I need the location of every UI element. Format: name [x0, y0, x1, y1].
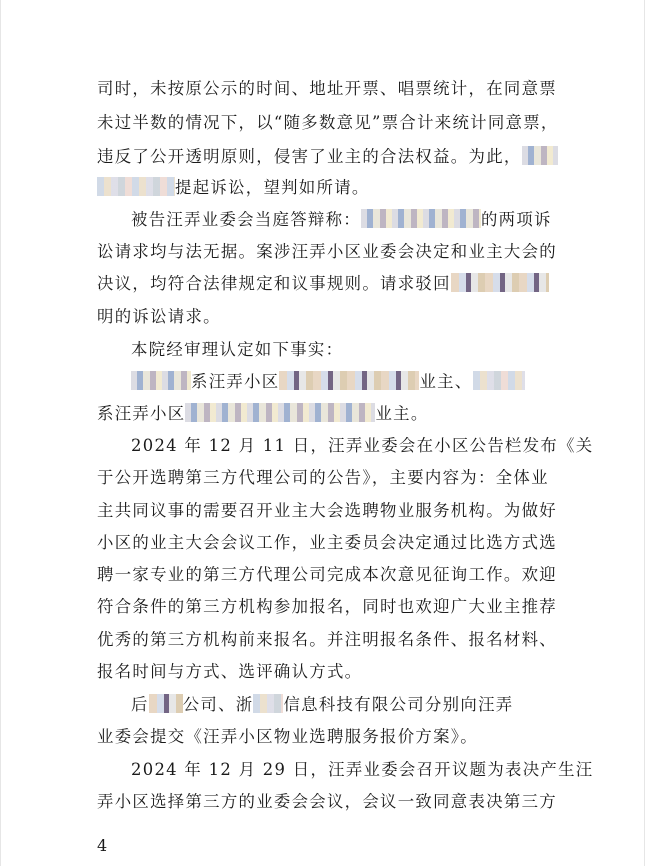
text-line: 于公开选聘第三方代理公司的公告》，主要内容为：全体业 [97, 468, 549, 487]
text-fragment: 提起诉讼，望判如所请。 [175, 178, 370, 197]
text-fragment: 后 [131, 695, 149, 714]
text-line [97, 145, 558, 169]
redaction-block [253, 694, 283, 713]
text-line [131, 693, 513, 717]
text-line: 符合条件的第三方机构参加报名，同时也欢迎广大业主推荐 [97, 597, 557, 616]
redaction-block [149, 694, 183, 713]
text-line [97, 176, 370, 200]
text-line: 主共同议事的需要召开业主大会选聘物业服务机构。为做好 [97, 501, 557, 520]
text-fragment: 公司、浙 [182, 695, 254, 714]
text-line: 未过半数的情况下，以“随多数意见”票合计来统计同意票， [97, 113, 559, 132]
text-fragment: 的两项诉 [480, 210, 552, 229]
text-line: 明的诉讼请求。 [97, 307, 221, 326]
redaction-block [131, 371, 191, 390]
redaction-block [279, 371, 419, 390]
redaction-block [97, 177, 175, 196]
text-fragment: 违反了公开透明原则，侵害了业主的合法权益。为此， [97, 147, 522, 166]
text-line: 小区的业主大会会议工作，业主委员会决定通过比选方式选 [97, 533, 557, 552]
text-fragment: 系汪弄小区 [97, 404, 186, 423]
text-line: 2024 年 12 月 29 日，汪弄业委会召开议题为表决产生汪 [131, 760, 594, 779]
text-line: 业委会提交《汪弄小区物业选聘服务报价方案》。 [97, 727, 478, 746]
text-line: 2024 年 12 月 11 日，汪弄业委会在小区公告栏发布《关 [131, 436, 594, 455]
redaction-block [451, 273, 549, 292]
text-fragment: 信息科技有限公司分别向汪弄 [283, 695, 514, 714]
redaction-block [473, 371, 525, 390]
text-line: 优秀的第三方机构前来报名。并注明报名条件、报名材料、 [97, 630, 557, 649]
text-line [97, 272, 549, 296]
text-fragment: 被告汪弄业委会当庭答辩称： [131, 210, 361, 229]
text-line: 弄小区选择第三方的业委会会议，会议一致同意表决第三方 [97, 792, 557, 811]
text-line: 报名时间与方式、选评确认方式。 [97, 662, 363, 681]
page-number: 4 [97, 836, 108, 855]
text-line [97, 402, 429, 426]
redaction-block [185, 403, 375, 422]
redaction-block [361, 209, 481, 228]
text-line: 讼请求均与法无据。案涉汪弄小区业委会决定和业主大会的 [97, 242, 557, 261]
text-fragment: 决议，均符合法律规定和议事规则。请求驳回 [97, 274, 451, 293]
redaction-block [522, 146, 558, 165]
text-line [131, 370, 525, 394]
text-line [131, 208, 552, 232]
text-line: 本院经审理认定如下事实： [131, 340, 344, 359]
text-fragment: 业主。 [375, 404, 429, 423]
text-line: 司时，未按原公示的时间、地址开票、唱票统计，在同意票 [97, 79, 557, 98]
text-fragment: 系汪弄小区 [191, 372, 280, 391]
text-line: 聘一家专业的第三方代理公司完成本次意见征询工作。欢迎 [97, 565, 557, 584]
text-fragment: 业主、 [419, 372, 473, 391]
